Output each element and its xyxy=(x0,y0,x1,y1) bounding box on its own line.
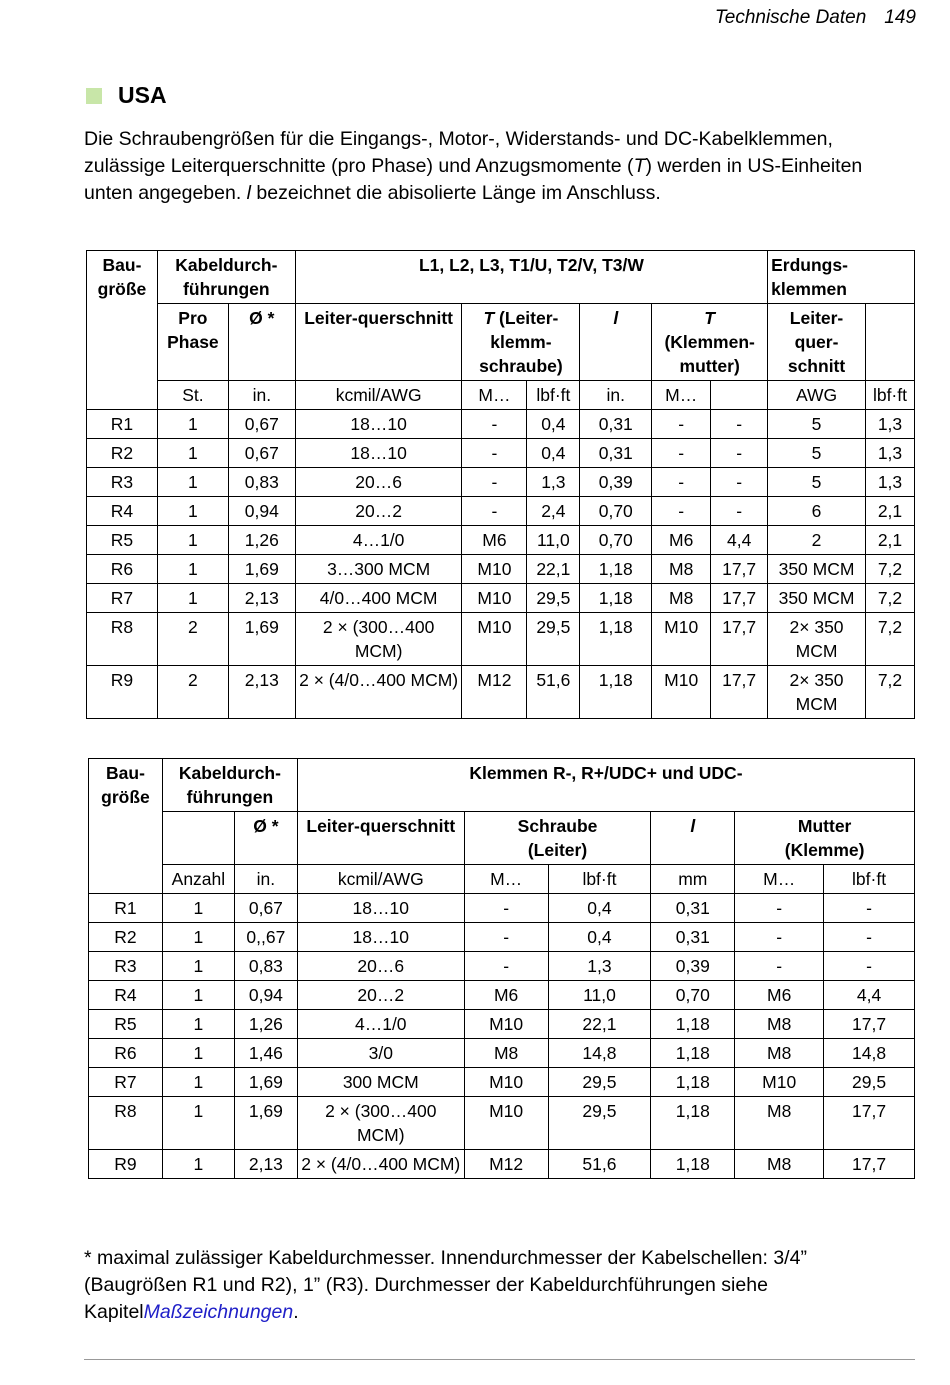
table-cell: 14,8 xyxy=(824,1039,915,1068)
unit-cell: Anzahl xyxy=(162,865,234,894)
table-cell: 1 xyxy=(157,555,228,584)
footnote xyxy=(84,1245,914,1326)
header-pro-phase: Pro Phase xyxy=(157,304,228,381)
table-cell: 17,7 xyxy=(824,1150,915,1179)
table-cell: M6 xyxy=(735,981,824,1010)
unit-cell: lbf·ft xyxy=(548,865,651,894)
unit-cell: kcmil/AWG xyxy=(297,865,464,894)
table-cell: - xyxy=(735,894,824,923)
table-cell: 0,31 xyxy=(651,894,735,923)
header-mutter-sub: (Klemme) xyxy=(784,840,865,860)
table-cell: R1 xyxy=(87,410,158,439)
table-row xyxy=(87,439,915,468)
table-cell: 0,67 xyxy=(234,894,297,923)
table-cell: R8 xyxy=(89,1097,163,1150)
table-cell: - xyxy=(652,468,711,497)
unit-cell: lbf·ft xyxy=(824,865,915,894)
units-row xyxy=(89,865,915,894)
header-title: Technische Daten xyxy=(714,7,867,28)
header-schraube xyxy=(464,812,651,865)
table-cell: 1,18 xyxy=(651,1150,735,1179)
page-number: 149 xyxy=(884,7,916,28)
table-cell: 29,5 xyxy=(548,1097,651,1150)
intro-symbol-t: T xyxy=(633,155,646,177)
unit-cell xyxy=(711,381,768,410)
intro-text-3: bezeichnet die abisolierte Länge im Anschluss. xyxy=(251,182,661,204)
table-cell: M8 xyxy=(735,1150,824,1179)
table-cell: 1,3 xyxy=(865,410,914,439)
table-cell: 2× 350 MCM xyxy=(768,613,866,666)
table-cell: M12 xyxy=(464,1150,548,1179)
table-row xyxy=(89,923,915,952)
table-cell: 1,18 xyxy=(651,1010,735,1039)
header-kabeldurchfuehrungen: Kabeldurch-führungen xyxy=(157,251,295,304)
table-cell: R2 xyxy=(87,439,158,468)
table-cell: 20…2 xyxy=(297,981,464,1010)
table-cell: 22,1 xyxy=(527,555,580,584)
table-cell: M10 xyxy=(652,666,711,719)
header-l xyxy=(651,812,735,865)
table-cell: 4…1/0 xyxy=(297,1010,464,1039)
header-kabeldurchfuehrungen: Kabeldurch-führungen xyxy=(162,759,297,812)
unit-cell: M… xyxy=(462,381,527,410)
table-row xyxy=(89,1068,915,1097)
table-cell: - xyxy=(462,468,527,497)
table-cell: - xyxy=(711,439,768,468)
table-cell: - xyxy=(464,923,548,952)
table-cell: 1 xyxy=(162,952,234,981)
header-empty xyxy=(162,812,234,865)
table-cell: - xyxy=(735,923,824,952)
table-cell: M10 xyxy=(462,555,527,584)
table-cell: 350 MCM xyxy=(768,555,866,584)
section-title: USA xyxy=(118,82,167,108)
table-cell: 1 xyxy=(157,497,228,526)
table-cell: 17,7 xyxy=(711,666,768,719)
table-cell: 0,67 xyxy=(228,439,295,468)
table-cell: 4,4 xyxy=(824,981,915,1010)
table-row xyxy=(87,584,915,613)
table-cell: M10 xyxy=(464,1068,548,1097)
table-row xyxy=(89,981,915,1010)
table-cell: 0,70 xyxy=(580,497,652,526)
table-cell: 18…10 xyxy=(295,410,462,439)
table-cell: 1,18 xyxy=(651,1068,735,1097)
table-cell: - xyxy=(824,923,915,952)
table-row xyxy=(87,555,915,584)
table-cell: 1 xyxy=(157,468,228,497)
table-cell: - xyxy=(735,952,824,981)
table-cell: 17,7 xyxy=(824,1097,915,1150)
table-cell: M6 xyxy=(462,526,527,555)
header-leiterquerschnitt: Leiter-querschnitt xyxy=(297,812,464,865)
table-cell: 6 xyxy=(768,497,866,526)
footnote-end: . xyxy=(293,1301,299,1323)
unit-cell: in. xyxy=(228,381,295,410)
table-cell: 1,18 xyxy=(580,584,652,613)
table-cell: R6 xyxy=(89,1039,163,1068)
table-cell: 0,31 xyxy=(580,410,652,439)
header-t-screw-label: (Leiter-klemm-schraube) xyxy=(479,308,563,376)
header-l xyxy=(580,304,652,381)
table-cell: 1,18 xyxy=(580,613,652,666)
table-cell: 2,13 xyxy=(228,584,295,613)
table-cell: M8 xyxy=(735,1010,824,1039)
table-cell: 1 xyxy=(157,410,228,439)
table-cell: 1,69 xyxy=(234,1097,297,1150)
terminal-table-dc xyxy=(88,758,915,1179)
header-dc-terminals: Klemmen R-, R+/UDC+ und UDC- xyxy=(297,759,914,812)
table-cell: 0,4 xyxy=(548,923,651,952)
header-ground-torque xyxy=(865,304,914,381)
symbol-l: l xyxy=(690,816,696,836)
table-cell: 350 MCM xyxy=(768,584,866,613)
table-cell: 0,67 xyxy=(228,410,295,439)
table-cell: 0,39 xyxy=(580,468,652,497)
table-cell: 0,31 xyxy=(651,923,735,952)
table-cell: - xyxy=(711,497,768,526)
table-cell: M8 xyxy=(652,555,711,584)
table-cell: R3 xyxy=(89,952,163,981)
table-cell: 2 xyxy=(157,666,228,719)
table-cell: - xyxy=(652,439,711,468)
table-cell: 0,70 xyxy=(651,981,735,1010)
table-cell: 1 xyxy=(162,1068,234,1097)
intro-text-1: Die Schraubengrößen für die Eingangs-, Motor-, Widerstands- und DC-Kabelklemmen, zulässige Leiterquerschnitte (pro Phase) und Anzugsmomente ( xyxy=(84,128,833,177)
table-cell: 3/0 xyxy=(297,1039,464,1068)
table-cell: 1 xyxy=(162,1010,234,1039)
table-cell: 7,2 xyxy=(865,555,914,584)
table-cell: 2× 350 MCM xyxy=(768,666,866,719)
table-cell: 2 × (4/0…400 MCM) xyxy=(295,666,462,719)
table-cell: 7,2 xyxy=(865,666,914,719)
unit-cell: lbf·ft xyxy=(527,381,580,410)
header-mutter-label: Mutter xyxy=(797,816,852,836)
table-cell: R2 xyxy=(89,923,163,952)
footer-divider xyxy=(84,1359,915,1360)
table-cell: 17,7 xyxy=(711,555,768,584)
table-cell: 20…6 xyxy=(297,952,464,981)
table-cell: M8 xyxy=(735,1039,824,1068)
header-baugroesse: Bau-größe xyxy=(89,759,163,894)
table-cell: 1,69 xyxy=(228,613,295,666)
table-cell: 1 xyxy=(162,923,234,952)
table-cell: R9 xyxy=(89,1150,163,1179)
table-cell: M10 xyxy=(462,584,527,613)
table-cell: - xyxy=(711,410,768,439)
table-row xyxy=(87,613,915,666)
header-baugroesse: Bau-größe xyxy=(87,251,158,410)
table-cell: 1,18 xyxy=(580,666,652,719)
intro-text-2: ) werden in US-Einheiten unten angegeben. xyxy=(84,155,863,204)
table-cell: 0,4 xyxy=(527,439,580,468)
table-cell: 17,7 xyxy=(824,1010,915,1039)
table-cell: 18…10 xyxy=(295,439,462,468)
table-cell: 2 × (4/0…400 MCM) xyxy=(297,1150,464,1179)
table-cell: 51,6 xyxy=(527,666,580,719)
header-diameter: Ø * xyxy=(228,304,295,381)
table-cell: M8 xyxy=(652,584,711,613)
unit-cell: M… xyxy=(652,381,711,410)
table-row xyxy=(89,1097,915,1150)
table-cell: M8 xyxy=(735,1097,824,1150)
table-cell: M10 xyxy=(464,1097,548,1150)
table-cell: 2 × (300…400 MCM) xyxy=(297,1097,464,1150)
table-cell: 1,3 xyxy=(527,468,580,497)
link-masszeichnungen[interactable]: Maßzeichnungen xyxy=(143,1301,294,1323)
table-cell: 20…6 xyxy=(295,468,462,497)
table-cell: 29,5 xyxy=(824,1068,915,1097)
table-cell: 0,83 xyxy=(228,468,295,497)
unit-cell: in. xyxy=(580,381,652,410)
table-cell: 29,5 xyxy=(527,584,580,613)
section-heading xyxy=(86,82,167,109)
unit-cell: lbf·ft xyxy=(865,381,914,410)
table-cell: R1 xyxy=(89,894,163,923)
header-leiterquerschnitt: Leiter-querschnitt xyxy=(295,304,462,381)
table-row xyxy=(87,468,915,497)
unit-cell: kcmil/AWG xyxy=(295,381,462,410)
table-cell: 20…2 xyxy=(295,497,462,526)
table-cell: 1 xyxy=(162,1039,234,1068)
table-cell: - xyxy=(652,497,711,526)
table-cell: 17,7 xyxy=(711,613,768,666)
symbol-t: T xyxy=(483,308,495,328)
table-cell: 4…1/0 xyxy=(295,526,462,555)
table-cell: - xyxy=(462,410,527,439)
table-cell: 1,18 xyxy=(651,1039,735,1068)
table-cell: 1,3 xyxy=(865,439,914,468)
table-cell: 11,0 xyxy=(548,981,651,1010)
table-cell: 1 xyxy=(157,439,228,468)
table-row xyxy=(87,410,915,439)
table-cell: M6 xyxy=(464,981,548,1010)
intro-symbol-l: l xyxy=(246,182,251,204)
table-cell: 1,69 xyxy=(234,1068,297,1097)
table-cell: 0,4 xyxy=(527,410,580,439)
table-cell: 4/0…400 MCM xyxy=(295,584,462,613)
table-cell: R5 xyxy=(87,526,158,555)
header-main-terminals: L1, L2, L3, T1/U, T2/V, T3/W xyxy=(295,251,767,304)
table-cell: 1,26 xyxy=(234,1010,297,1039)
table-cell: 29,5 xyxy=(548,1068,651,1097)
header-mutter xyxy=(735,812,915,865)
table-cell: 1 xyxy=(162,1097,234,1150)
table-cell: 1,26 xyxy=(228,526,295,555)
table-row xyxy=(89,952,915,981)
table-cell: 1 xyxy=(157,584,228,613)
table-cell: M10 xyxy=(462,613,527,666)
table-row xyxy=(89,894,915,923)
table-cell: 2,13 xyxy=(228,666,295,719)
table-cell: R9 xyxy=(87,666,158,719)
table-cell: R6 xyxy=(87,555,158,584)
table-cell: 2,13 xyxy=(234,1150,297,1179)
table-cell: 1 xyxy=(162,894,234,923)
table-cell: 3…300 MCM xyxy=(295,555,462,584)
table-cell: - xyxy=(824,952,915,981)
footnote-text: * maximal zulässiger Kabeldurchmesser. Innendurchmesser der Kabelschellen: 3/4” (Baugrößen R1 und R2), 1” (R3). Durchmesser der Kabeldurchführungen siehe Kapitel xyxy=(84,1247,807,1323)
header-t-nut-label: (Klemmen-mutter) xyxy=(664,332,755,376)
table-cell: 18…10 xyxy=(297,894,464,923)
table-cell: 29,5 xyxy=(527,613,580,666)
table-cell: - xyxy=(824,894,915,923)
table-cell: 1 xyxy=(157,526,228,555)
table-cell: M10 xyxy=(652,613,711,666)
table-cell: 0,83 xyxy=(234,952,297,981)
table-cell: 22,1 xyxy=(548,1010,651,1039)
header-schraube-sub: (Leiter) xyxy=(527,840,588,860)
table-cell: 0,94 xyxy=(234,981,297,1010)
unit-cell: in. xyxy=(234,865,297,894)
table-cell: R4 xyxy=(89,981,163,1010)
table-cell: M10 xyxy=(735,1068,824,1097)
symbol-t: T xyxy=(704,308,715,328)
table-cell: R5 xyxy=(89,1010,163,1039)
table-cell: 2,1 xyxy=(865,497,914,526)
units-row xyxy=(87,381,915,410)
table-row xyxy=(89,1150,915,1179)
table-cell: 0,4 xyxy=(548,894,651,923)
table-cell: 7,2 xyxy=(865,613,914,666)
table-cell: - xyxy=(462,439,527,468)
table-cell: R4 xyxy=(87,497,158,526)
table-cell: 5 xyxy=(768,468,866,497)
unit-cell: M… xyxy=(735,865,824,894)
table-cell: 1 xyxy=(162,1150,234,1179)
table-row xyxy=(89,1039,915,1068)
table-cell: - xyxy=(464,952,548,981)
symbol-l: l xyxy=(613,308,619,328)
table-cell: R8 xyxy=(87,613,158,666)
header-diameter: Ø * xyxy=(234,812,297,865)
table-cell: R7 xyxy=(89,1068,163,1097)
table-cell: 1,3 xyxy=(865,468,914,497)
header-erdungsklemmen: Erdungs-klemmen xyxy=(768,251,915,304)
table-cell: 0,,67 xyxy=(234,923,297,952)
table-cell: 14,8 xyxy=(548,1039,651,1068)
table-cell: 1,46 xyxy=(234,1039,297,1068)
table-cell: 11,0 xyxy=(527,526,580,555)
header-schraube-label: Schraube xyxy=(517,816,598,836)
table-cell: 0,94 xyxy=(228,497,295,526)
table-row xyxy=(89,1010,915,1039)
table-cell: 1 xyxy=(162,981,234,1010)
table-cell: 0,70 xyxy=(580,526,652,555)
intro-paragraph xyxy=(84,126,904,207)
square-bullet-icon xyxy=(86,88,102,104)
table-cell: - xyxy=(464,894,548,923)
table-cell: R7 xyxy=(87,584,158,613)
table-cell: M12 xyxy=(462,666,527,719)
unit-cell: M… xyxy=(464,865,548,894)
terminal-table-main xyxy=(86,250,915,719)
table-cell: M10 xyxy=(464,1010,548,1039)
table-cell: 0,31 xyxy=(580,439,652,468)
table-cell: - xyxy=(462,497,527,526)
table-cell: - xyxy=(652,410,711,439)
table-cell: R3 xyxy=(87,468,158,497)
table-cell: 300 MCM xyxy=(297,1068,464,1097)
table-cell: M6 xyxy=(652,526,711,555)
table-cell: 4,4 xyxy=(711,526,768,555)
table-cell: 2,1 xyxy=(865,526,914,555)
unit-cell: mm xyxy=(651,865,735,894)
unit-cell: St. xyxy=(157,381,228,410)
table-cell: 2 xyxy=(768,526,866,555)
table-cell: M8 xyxy=(464,1039,548,1068)
table-cell: 2 × (300…400 MCM) xyxy=(295,613,462,666)
table-cell: 51,6 xyxy=(548,1150,651,1179)
table-row xyxy=(87,526,915,555)
header-t-screw xyxy=(462,304,580,381)
table-cell: 2,4 xyxy=(527,497,580,526)
table-cell: 18…10 xyxy=(297,923,464,952)
header-leiterquerschnitt-ground: Leiter-quer-schnitt xyxy=(768,304,866,381)
table-cell: 5 xyxy=(768,439,866,468)
table-cell: 7,2 xyxy=(865,584,914,613)
table-cell: 1,3 xyxy=(548,952,651,981)
table-cell: 1,69 xyxy=(228,555,295,584)
table-cell: 1,18 xyxy=(651,1097,735,1150)
table-cell: 17,7 xyxy=(711,584,768,613)
table-cell: 0,39 xyxy=(651,952,735,981)
table-row xyxy=(87,666,915,719)
header-t-nut xyxy=(652,304,768,381)
table-cell: 1,18 xyxy=(580,555,652,584)
unit-cell: AWG xyxy=(768,381,866,410)
table-cell: 2 xyxy=(157,613,228,666)
page-header xyxy=(715,7,916,29)
table-cell: - xyxy=(711,468,768,497)
table-row xyxy=(87,497,915,526)
table-cell: 5 xyxy=(768,410,866,439)
